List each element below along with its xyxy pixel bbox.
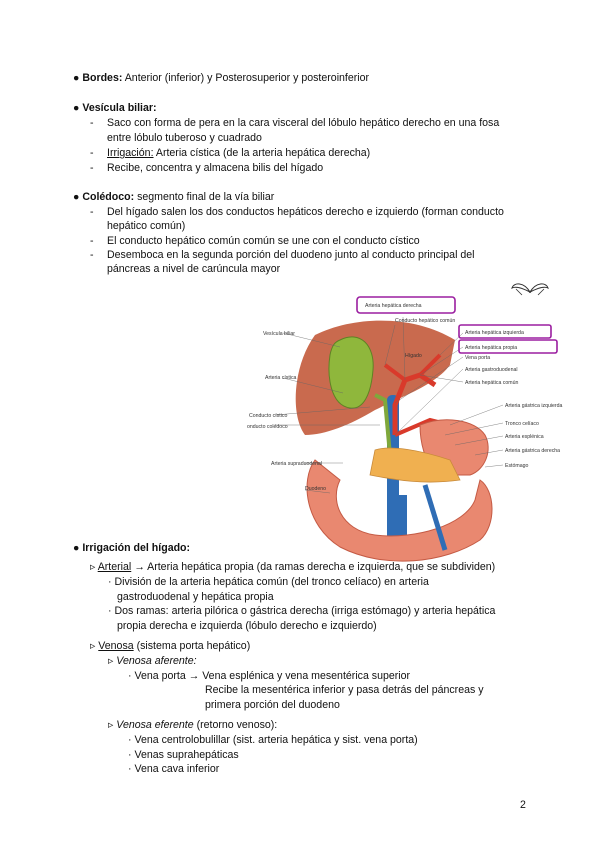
liver-shape [296,321,455,435]
coledoco-item-1-cont: hepático común) [107,220,186,232]
aferente-marker: ▹ [108,655,114,667]
vesicula-item-3: - Recibe, concentra y almacena bilis del hígado [107,161,323,175]
venosa-marker: ▹ [90,640,96,652]
gallbladder-shape [329,337,373,408]
label-gastrica-izquierda: Arteria gástrica izquierda [505,403,563,409]
label-estomago: Estómago [505,463,529,469]
arterial-sub1: · División de la arteria hepática común (del tronco celíaco) en arteria [108,576,429,588]
arterial-sub1-cont: gastroduodenal y hepática propia [117,591,274,603]
label-duodeno: Duodeno [305,486,327,492]
coledoco-item-3-cont: páncreas a nivel de carúncula mayor [107,263,281,275]
bordes-heading: ● Bordes: [73,72,123,84]
label-arteria-cistica: Arteria cística [265,375,297,381]
irrigacion-text: Arteria cística (de la arteria hepática derecha) [153,147,371,159]
label-supraduodenal: Arteria supraduodenal [271,461,323,467]
eferente-text: (retorno venoso): [193,719,278,731]
eferente-marker: ▹ [108,719,114,731]
porta-sub1: Recibe la mesentérica inferior y pasa detrás del páncreas y [205,684,484,696]
venosa-text: (sistema porta hepático) [133,640,251,652]
label-esplenica: Arteria esplénica [505,434,544,440]
aferente-label: Venosa aferente: [116,655,197,667]
vesicula-item-1: - Saco con forma de pera en la cara visceral del lóbulo hepático derecho en una fosa [107,116,499,130]
eferente-item-1: · Vena centrolobulillar (sist. arteria hepática y sist. vena porta) [128,734,418,746]
vesicula-heading: ● Vesícula biliar: [73,102,157,114]
label-tronco-celiaco: Tronco celíaco [505,421,539,427]
label-gastroduodenal: Arteria gastroduodenal [465,367,518,373]
label-coledoco: onducto colédoco [247,424,288,430]
label-gastrica-derecha: Arteria gástrica derecha [505,448,561,454]
arterial-sub2: · Dos ramas: arteria pilórica o gástrica derecha (irriga estómago) y arteria hepática [108,605,496,617]
aferente-line [108,654,197,668]
arterial-line [90,560,495,574]
coledoco-line [73,190,274,204]
arterial-sub2-cont: propia derecha e izquierda (lóbulo derecho e izquierdo) [117,620,377,632]
venosa-label: Venosa [98,640,134,652]
page-number: 2 [520,799,526,811]
label-hepatica-derecha: Arteria hepática derecha [365,303,422,309]
irrigacion-label: Irrigación: [107,147,154,159]
anatomy-figure [245,285,565,570]
coledoco-item-2: - El conducto hepático común común se une con el conducto cístico [107,234,420,248]
coledoco-item-3: - Desemboca en la segunda porción del duodeno junto al conducto principal del [107,248,475,262]
label-vesicula: Vesícula biliar [263,331,296,337]
label-hepatica-propia: Arteria hepática propia [465,345,518,351]
bordes-line [73,71,369,85]
bordes-text: Anterior (inferior) y Posterosuperior y posteroinferior [122,72,370,84]
coledoco-text: segmento final de la vía biliar [134,191,275,203]
eferente-item-2: · Venas suprahepáticas [128,749,239,761]
eferente-item-3: · Vena cava inferior [128,763,220,775]
porta-sub2: primera porción del duodeno [205,699,340,711]
eferente-label: Venosa eferente [116,719,194,731]
label-conducto-cistico: Conducto cístico [249,413,288,419]
eferente-line [108,718,277,732]
label-hepatica-comun: Arteria hepática común [465,380,519,386]
coledoco-heading: ● Colédoco: [73,191,135,203]
porta-line: · Vena porta → Vena esplénica y vena mesentérica superior [128,670,411,682]
coledoco-item-1: - Del hígado salen los dos conductos hepáticos derecho e izquierdo (forman conducto [107,205,504,219]
arterial-text: → Arteria hepática propia (da ramas derecha e izquierda, que se subdividen) [131,561,496,573]
label-higado: Hígado [405,353,422,359]
venosa-line [90,639,250,653]
label-hepatico-comun: Conducto hepático común [395,318,456,324]
vesicula-item-1-cont: entre lóbulo tuberoso y cuadrado [107,132,262,144]
irrigacion-heading: ● Irrigación del hígado: [73,542,191,554]
label-vena-porta: Vena porta [465,355,491,361]
vesicula-item-2 [107,146,370,160]
label-hepatica-izquierda: Arteria hepática izquierda [465,330,524,336]
arterial-marker: ▹ [90,561,96,573]
arterial-label: Arterial [97,561,132,573]
